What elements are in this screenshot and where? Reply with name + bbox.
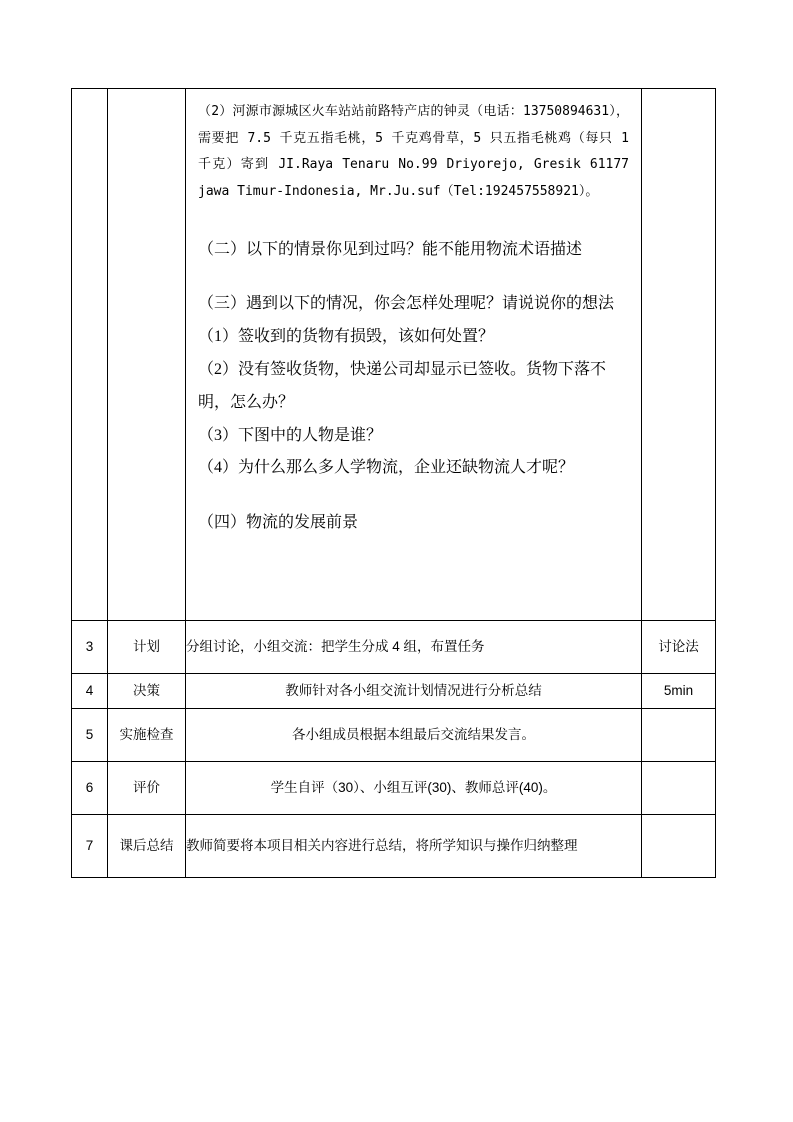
paragraph-q2: （2）没有签收货物，快递公司却显示已签收。货物下落不明，怎么办？ bbox=[198, 360, 607, 411]
row-method: 5min bbox=[642, 673, 716, 708]
row-method: 讨论法 bbox=[642, 620, 716, 673]
table-row bbox=[72, 761, 716, 814]
row-no bbox=[72, 89, 108, 621]
row-method bbox=[642, 89, 716, 621]
row-no: 6 bbox=[72, 761, 108, 814]
row-content: 学生自评（30）、小组互评(30)、教师总评(40)。 bbox=[186, 761, 642, 814]
row-content bbox=[186, 89, 642, 621]
table-row bbox=[72, 620, 716, 673]
paragraph-case-2: （2）河源市源城区火车站站前路特产店的钟灵（电话：13750894631），需要把 7.5 千克五指毛桃，5 千克鸡骨草，5 只五指毛桃鸡（每只 1 千克）寄到 JI.Raya Tenaru No.99 Driyorejo, Gresik 61177 jawa Timur-Indonesia, Mr.Ju.suf（Tel:192457558921）。 bbox=[198, 104, 629, 199]
row-step: 评价 bbox=[108, 761, 186, 814]
row-content: 教师针对各小组交流计划情况进行分析总结 bbox=[186, 673, 642, 708]
row-no: 5 bbox=[72, 708, 108, 761]
spacer bbox=[198, 212, 629, 234]
lesson-plan-table bbox=[71, 88, 716, 878]
paragraph-section-3: （三）遇到以下的情况，你会怎样处理呢？请说说你的想法 bbox=[198, 295, 615, 313]
paragraph-q4: （4）为什么那么多人学物流，企业还缺物流人才呢？ bbox=[198, 459, 575, 477]
row-method bbox=[642, 761, 716, 814]
row-step: 课后总结 bbox=[108, 814, 186, 877]
row-content: 教师简要将本项目相关内容进行总结，将所学知识与操作归纳整理 bbox=[186, 814, 642, 877]
row-step: 决策 bbox=[108, 673, 186, 708]
paragraph-section-2: （二）以下的情景你见到过吗？能不能用物流术语描述 bbox=[198, 240, 583, 258]
row-content: 分组讨论，小组交流：把学生分成 4 组，布置任务 bbox=[186, 620, 642, 673]
paragraph-section-4: （四）物流的发展前景 bbox=[198, 514, 359, 532]
row-no: 7 bbox=[72, 814, 108, 877]
table-row bbox=[72, 708, 716, 761]
row-no: 4 bbox=[72, 673, 108, 708]
row-step bbox=[108, 89, 186, 621]
table-row bbox=[72, 814, 716, 877]
row-method bbox=[642, 708, 716, 761]
table-row-content-block bbox=[72, 89, 716, 621]
blank-area bbox=[198, 540, 629, 610]
row-content: 各小组成员根据本组最后交流结果发言。 bbox=[186, 708, 642, 761]
row-no: 3 bbox=[72, 620, 108, 673]
spacer bbox=[198, 485, 629, 507]
content-block bbox=[186, 89, 641, 620]
row-step: 实施检查 bbox=[108, 708, 186, 761]
spacer bbox=[198, 266, 629, 288]
table-row bbox=[72, 673, 716, 708]
row-step: 计划 bbox=[108, 620, 186, 673]
paragraph-q1: （1）签收到的货物有损毁，该如何处置？ bbox=[198, 328, 495, 346]
paragraph-q3: （3）下图中的人物是谁？ bbox=[198, 426, 383, 444]
row-method bbox=[642, 814, 716, 877]
